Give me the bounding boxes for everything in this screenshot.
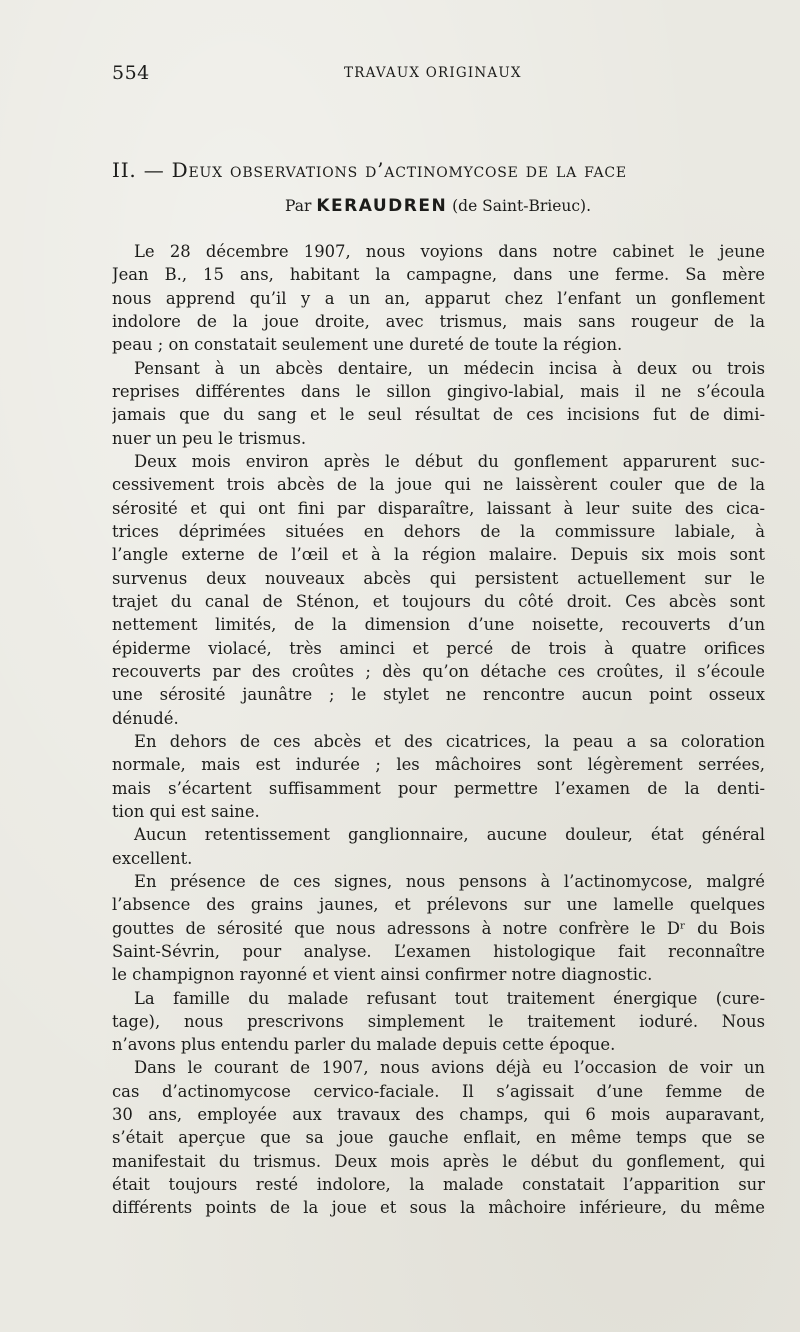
text-line: le champignon rayonné et vient ainsi confirmer notre diagnostic.: [112, 965, 653, 985]
text-line: l’absence des grains jaunes, et prélevons sur une lamelle quelques: [112, 895, 765, 915]
author-name: KERAUDREN: [316, 196, 448, 216]
article-heading: II. — Deux observations d’actinomycose de la face: [112, 158, 627, 182]
author-affiliation: (de Saint-Brieuc).: [452, 197, 592, 215]
text-line: Saint-Sévrin, pour analyse. L’examen histologique fait reconnaître: [112, 941, 765, 961]
page-number: 554: [112, 62, 150, 84]
text-line: gouttes de sérosité que nous adressons à notre confrère le Dʳ du Bois: [112, 918, 765, 938]
text-line: cas d’actinomycose cervico-faciale. Il s’agissait d’une femme de: [112, 1081, 765, 1101]
text-line: différents points de la joue et sous la mâchoire inférieure, du même: [112, 1198, 765, 1218]
text-line: En dehors de ces abcès et des cicatrices, la peau a sa coloration: [134, 731, 765, 751]
text-line: Dans le courant de 1907, nous avions déjà eu l’occasion de voir un: [134, 1058, 765, 1078]
text-line: sérosité et qui ont fini par disparaître, laissant à leur suite des cica-: [112, 498, 765, 518]
text-line: 30 ans, employée aux travaux des champs, qui 6 mois auparavant,: [112, 1105, 765, 1125]
text-line: cessivement trois abcès de la joue qui ne laissèrent couler que de la: [112, 475, 765, 495]
text-line: était toujours resté indolore, la malade constatait l’apparition sur: [112, 1175, 765, 1195]
text-line: Pensant à un abcès dentaire, un médecin incisa à deux ou trois: [134, 358, 765, 378]
text-line: nuer un peu le trismus.: [112, 428, 307, 448]
running-head: [112, 62, 764, 84]
text-line: l’angle externe de l’œil et à la région malaire. Depuis six mois sont: [112, 545, 765, 565]
text-line: recouverts par des croûtes ; dès qu’on détache ces croûtes, il s’écoule: [112, 661, 765, 681]
text-line: reprises différentes dans le sillon gingivo-labial, mais il ne s’écoula: [112, 381, 765, 401]
text-line: Deux mois environ après le début du gonflement apparurent suc-: [134, 451, 765, 471]
text-line: excellent.: [112, 848, 193, 868]
text-line: Jean B., 15 ans, habitant la campagne, dans une ferme. Sa mère: [112, 265, 765, 285]
text-line: survenus deux nouveaux abcès qui persistent actuellement sur le: [112, 568, 765, 588]
text-line: n’avons plus entendu parler du malade depuis cette époque.: [112, 1035, 616, 1055]
text-line: manifestait du trismus. Deux mois après le début du gonflement, qui: [112, 1151, 765, 1171]
text-line: Aucun retentissement ganglionnaire, aucune douleur, état général: [134, 825, 765, 845]
text-line: nettement limités, de la dimension d’une noisette, recouverts d’un: [112, 615, 765, 635]
text-line: épiderme violacé, très aminci et percé de trois à quatre orifices: [112, 638, 765, 658]
text-line: une sérosité jaunâtre ; le stylet ne rencontre aucun point osseux: [112, 685, 765, 705]
text-line: jamais que du sang et le seul résultat de ces incisions fut de dimi-: [112, 405, 765, 425]
text-line: Le 28 décembre 1907, nous voyions dans notre cabinet le jeune: [134, 242, 765, 261]
text-line: peau ; on constatait seulement une dureté de toute la région.: [112, 335, 623, 355]
text-line: tage), nous prescrivons simplement le traitement ioduré. Nous: [112, 1011, 765, 1031]
running-title: TRAVAUX ORIGINAUX: [344, 65, 522, 81]
text-line: La famille du malade refusant tout traitement énergique (cure-: [134, 988, 765, 1008]
text-line: mais s’écartent suffisamment pour permettre l’examen de la denti-: [112, 778, 765, 798]
text-line: En présence de ces signes, nous pensons à l’actinomycose, malgré: [134, 871, 765, 891]
text-line: normale, mais est indurée ; les mâchoires sont légèrement serrées,: [112, 755, 765, 775]
body-text: [112, 240, 765, 1220]
text-line: s’était aperçue que sa joue gauche enflait, en même temps que se: [112, 1128, 765, 1148]
text-line: nous apprend qu’il y a un an, apparut chez l’enfant un gonflement: [112, 288, 765, 308]
text-line: tion qui est saine.: [112, 801, 260, 821]
byline-prefix: Par: [284, 197, 312, 215]
text-line: trajet du canal de Sténon, et toujours du côté droit. Ces abcès sont: [112, 591, 765, 611]
text-line: trices déprimées situées en dehors de la commissure labiale, à: [112, 521, 765, 541]
byline: [112, 196, 764, 216]
text-line: dénudé.: [112, 708, 179, 728]
text-line: indolore de la joue droite, avec trismus, mais sans rougeur de la: [112, 311, 765, 331]
